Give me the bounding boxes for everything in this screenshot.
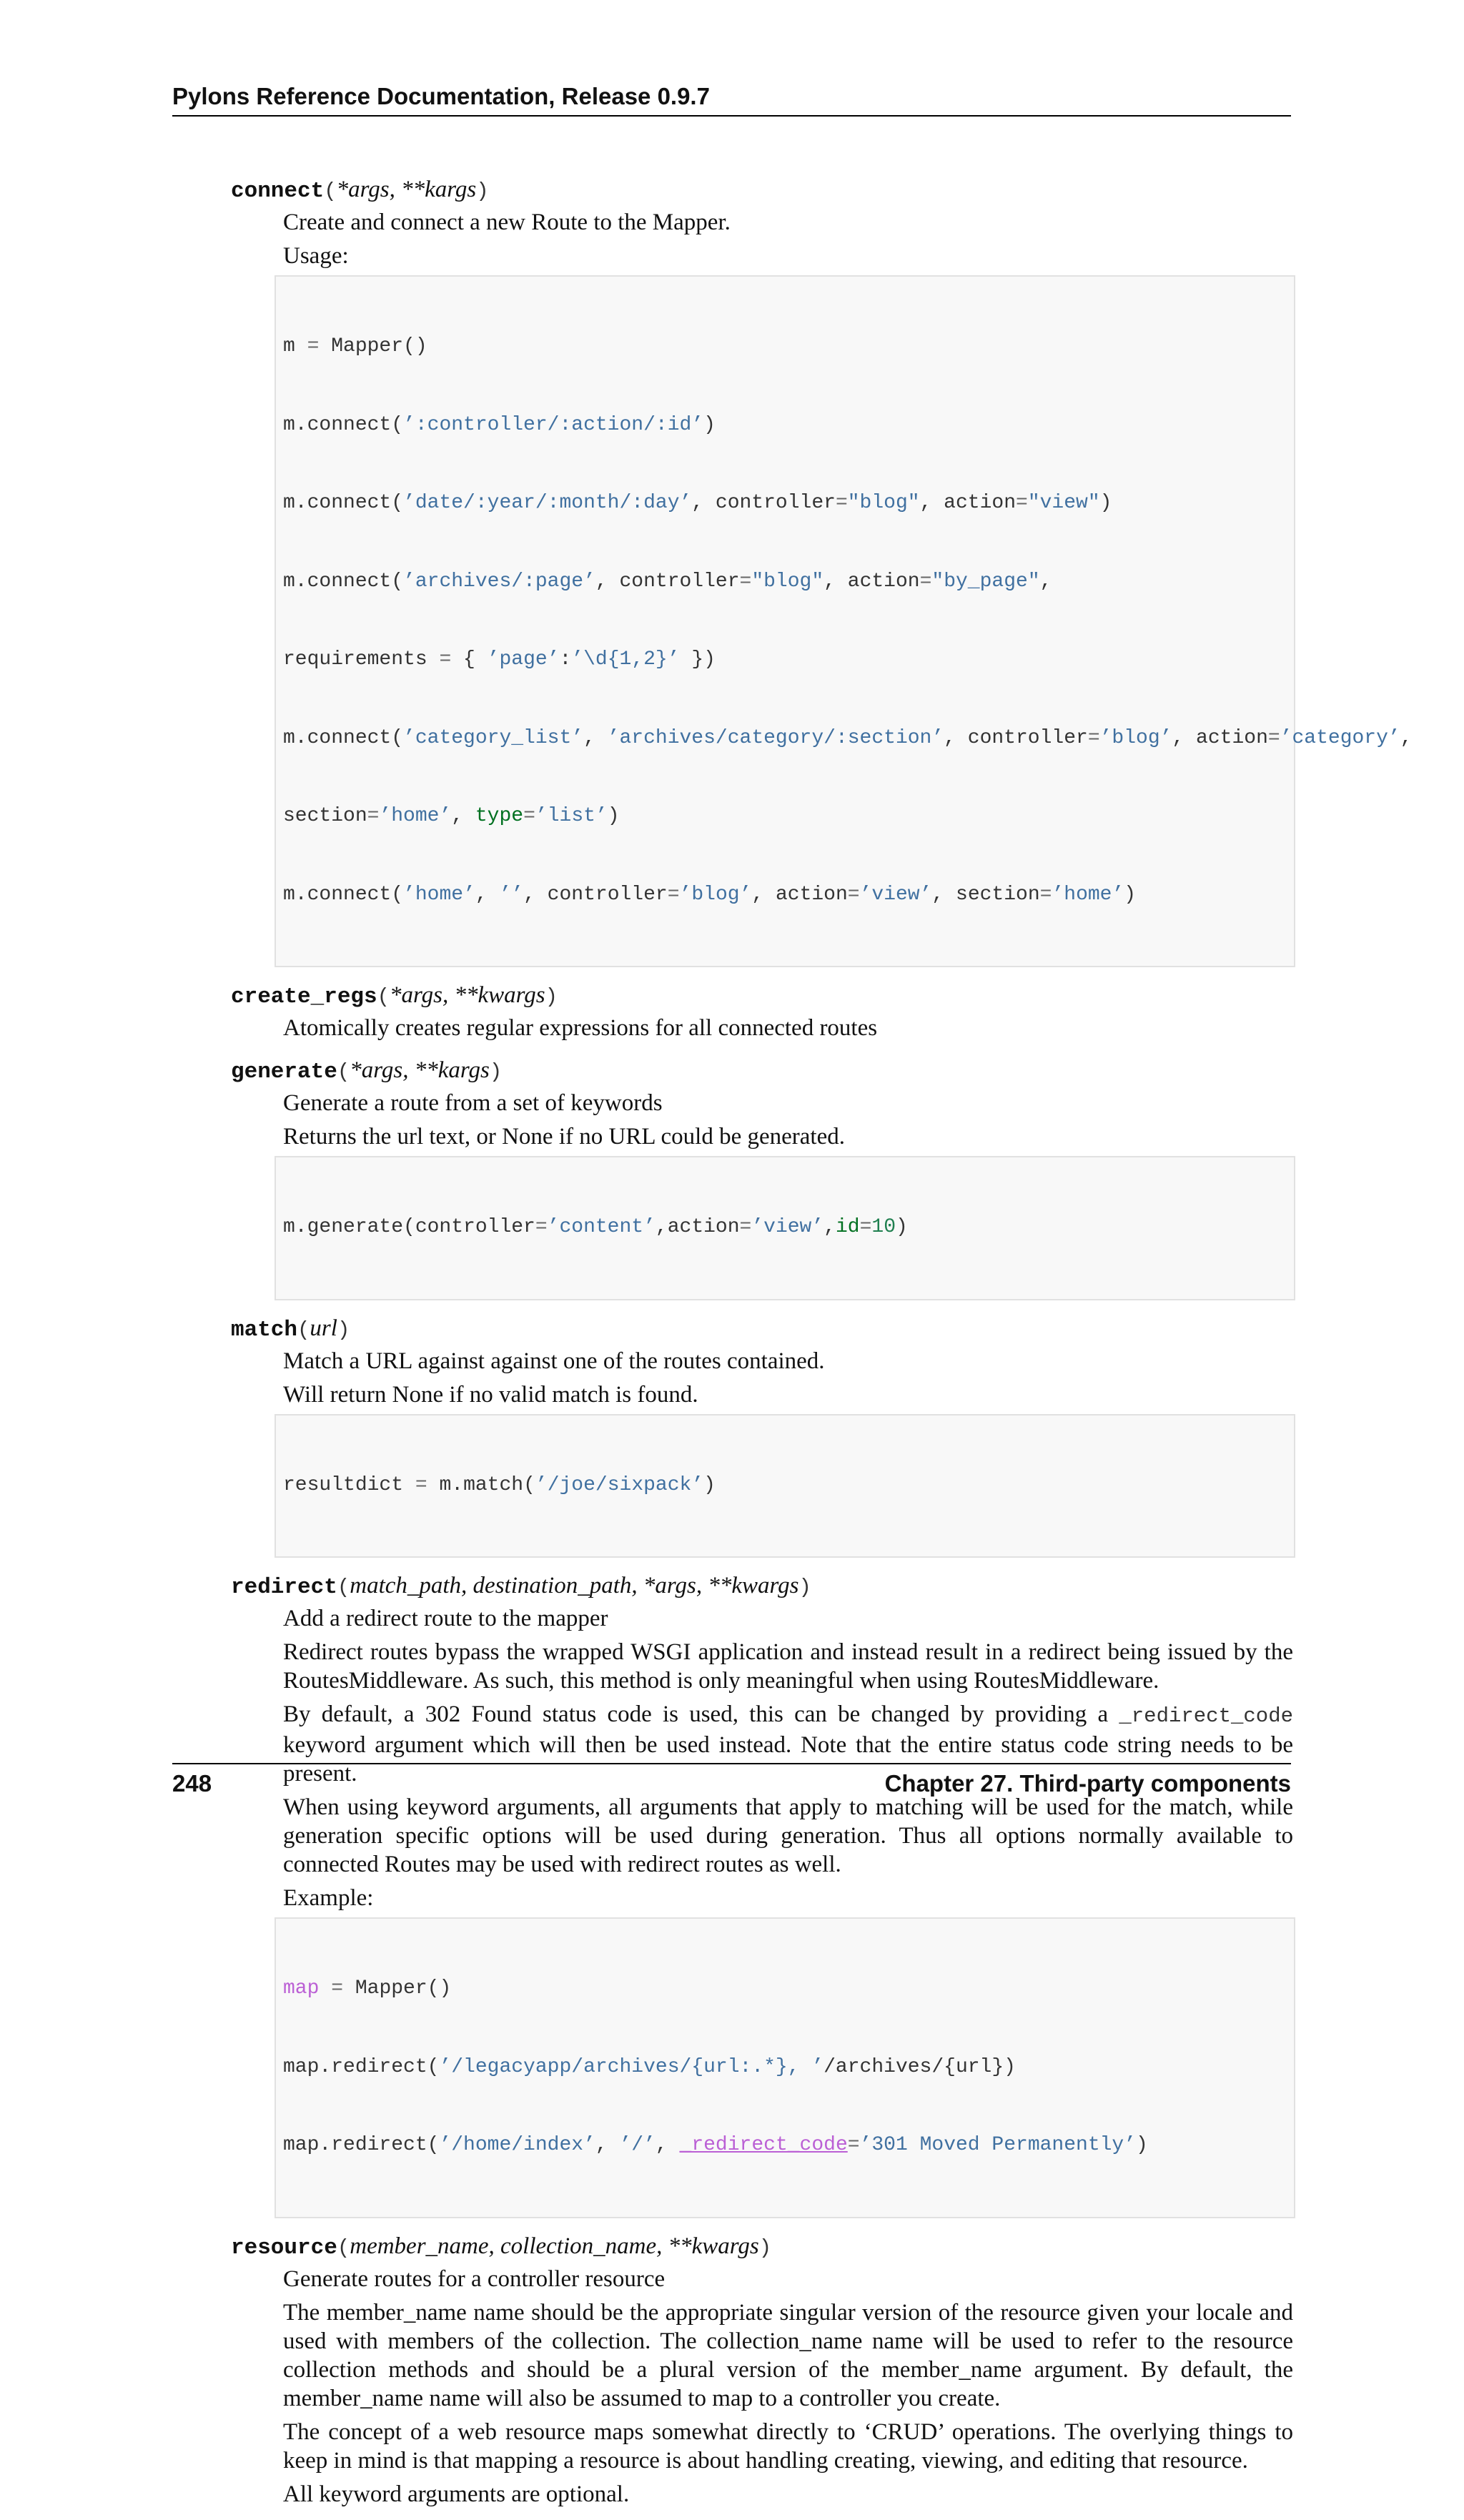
code-line: requirements = { ’page’:’\d{1,2}’ }) bbox=[283, 648, 716, 671]
code-line: m.connect(’archives/:page’, controller="blog", action="by_page", bbox=[283, 570, 1052, 593]
method-redirect bbox=[231, 1569, 1296, 2218]
method-signature: match(url) bbox=[231, 1315, 350, 1343]
code-line: map.redirect(’/home/index’, ’/’, _redirect_code=’301 Moved Permanently’) bbox=[283, 2134, 1148, 2156]
text-fragment: keyword argument which will then be used instead. Note that the entire status code string needs to be present. bbox=[283, 1732, 1293, 1787]
paragraph: The concept of a web resource maps somewhat directly to ‘CRUD’ operations. The overlying things to keep in mind is that mapping a resource is about handling creating, viewing, and editing that resource. bbox=[283, 2418, 1293, 2474]
paragraph: Generate a route from a set of keywords bbox=[283, 1090, 663, 1116]
running-footer bbox=[172, 1763, 1291, 1800]
method-params: match_path, destination_path, *args, **kwargs bbox=[350, 1573, 799, 1599]
method-name: create_regs bbox=[231, 984, 377, 1009]
code-block bbox=[274, 275, 1413, 967]
method-resource bbox=[231, 2230, 1296, 2509]
inline-code: _redirect_code bbox=[1119, 1704, 1293, 1728]
code-line: section=’home’, type=’list’) bbox=[283, 805, 620, 827]
method-description bbox=[283, 1347, 1293, 1558]
paragraph: Match a URL against against one of the routes contained. bbox=[283, 1348, 825, 1374]
method-params: *args, **kargs bbox=[336, 177, 477, 202]
method-params: url bbox=[310, 1315, 337, 1341]
paragraph: Example: bbox=[283, 1885, 374, 1911]
method-description bbox=[283, 1604, 1293, 2218]
code-line: m.connect(’home’, ’’, controller=’blog’, action=’view’, section=’home’) bbox=[283, 883, 1137, 906]
method-name: resource bbox=[231, 2235, 337, 2260]
code-line: map = Mapper() bbox=[283, 1977, 452, 2000]
code-line: m.connect(’category_list’, ’archives/category/:section’, controller=’blog’, action=’category’, bbox=[283, 726, 1413, 749]
code-line: resultdict = m.match(’/joe/sixpack’) bbox=[283, 1473, 716, 1496]
running-header: Pylons Reference Documentation, Release 0.9.7 bbox=[172, 80, 1291, 117]
method-name: match bbox=[231, 1317, 298, 1343]
method-generate bbox=[231, 1054, 1296, 1300]
paragraph: All keyword arguments are optional. bbox=[283, 2481, 630, 2507]
paragraph: Generate routes for a controller resource bbox=[283, 2265, 666, 2292]
method-name: generate bbox=[231, 1059, 337, 1084]
method-description bbox=[283, 1089, 1293, 1300]
code-line: m.connect(’date/:year/:month/:day’, controller="blog", action="view") bbox=[283, 492, 1112, 514]
method-name: redirect bbox=[231, 1575, 337, 1600]
code-line: m.generate(controller=’content’,action=’view’,id=10) bbox=[283, 1216, 908, 1238]
paragraph: Add a redirect route to the mapper bbox=[283, 1606, 608, 1631]
chapter-title: Chapter 27. Third-party components bbox=[884, 1770, 1291, 1797]
code-line: map.redirect(’/legacyapp/archives/{url:.*}, ’/archives/{url}) bbox=[283, 2055, 1016, 2078]
code-block bbox=[274, 1414, 1295, 1558]
method-params: member_name, collection_name, **kwargs bbox=[350, 2233, 759, 2259]
paragraph: Redirect routes bypass the wrapped WSGI application and instead result in a redirect being issued by the RoutesMiddleware. As such, this method is only meaningful when using RoutesMiddleware. bbox=[283, 1639, 1293, 1694]
paragraph: Will return None if no valid match is found. bbox=[283, 1381, 698, 1408]
method-params: *args, **kwargs bbox=[390, 982, 545, 1008]
method-signature: connect(*args, **kargs) bbox=[231, 177, 489, 204]
method-signature: resource(member_name, collection_name, **kwargs) bbox=[231, 2233, 772, 2260]
paragraph: The member_name name should be the appropriate singular version of the resource given your locale and used with members of the collection. The collection_name name will be used to refer to the resource collection methods and should be a plural version of the member_name argument. By default, the member_name name will also be assumed to map to a controller you create. bbox=[283, 2299, 1293, 2411]
page-number: 248 bbox=[172, 1770, 212, 1797]
code-block bbox=[274, 1156, 1295, 1300]
paragraph: Returns the url text, or None if no URL could be generated. bbox=[283, 1124, 845, 1150]
paragraph: When using keyword arguments, all arguments that apply to matching will be used for the match, while generation specific options will be used during generation. Thus all options normally available to connected Routes may be used with redirect routes as well. bbox=[283, 1794, 1293, 1877]
method-create-regs bbox=[231, 979, 1296, 1042]
method-description bbox=[283, 2265, 1293, 2509]
code-line: m.connect(’:controller/:action/:id’) bbox=[283, 413, 716, 436]
method-signature: redirect(match_path, destination_path, *args, **kwargs) bbox=[231, 1573, 811, 1600]
method-match bbox=[231, 1312, 1296, 1558]
method-signature: create_regs(*args, **kwargs) bbox=[231, 982, 558, 1009]
method-connect bbox=[231, 173, 1413, 967]
method-description bbox=[283, 208, 1413, 967]
code-block bbox=[274, 1917, 1295, 2218]
method-params: *args, **kargs bbox=[350, 1057, 490, 1083]
method-name: connect bbox=[231, 179, 325, 204]
paragraph: Atomically creates regular expressions for all connected routes bbox=[283, 1015, 878, 1041]
paragraph: Usage: bbox=[283, 243, 349, 269]
method-signature: generate(*args, **kargs) bbox=[231, 1057, 503, 1084]
text-fragment: By default, a 302 Found status code is used, this can be changed by providing a bbox=[283, 1701, 1109, 1727]
code-line: m = Mapper() bbox=[283, 335, 427, 357]
paragraph: Create and connect a new Route to the Mapper. bbox=[283, 209, 731, 235]
method-description bbox=[283, 1014, 1293, 1042]
method-list bbox=[231, 173, 1413, 2520]
